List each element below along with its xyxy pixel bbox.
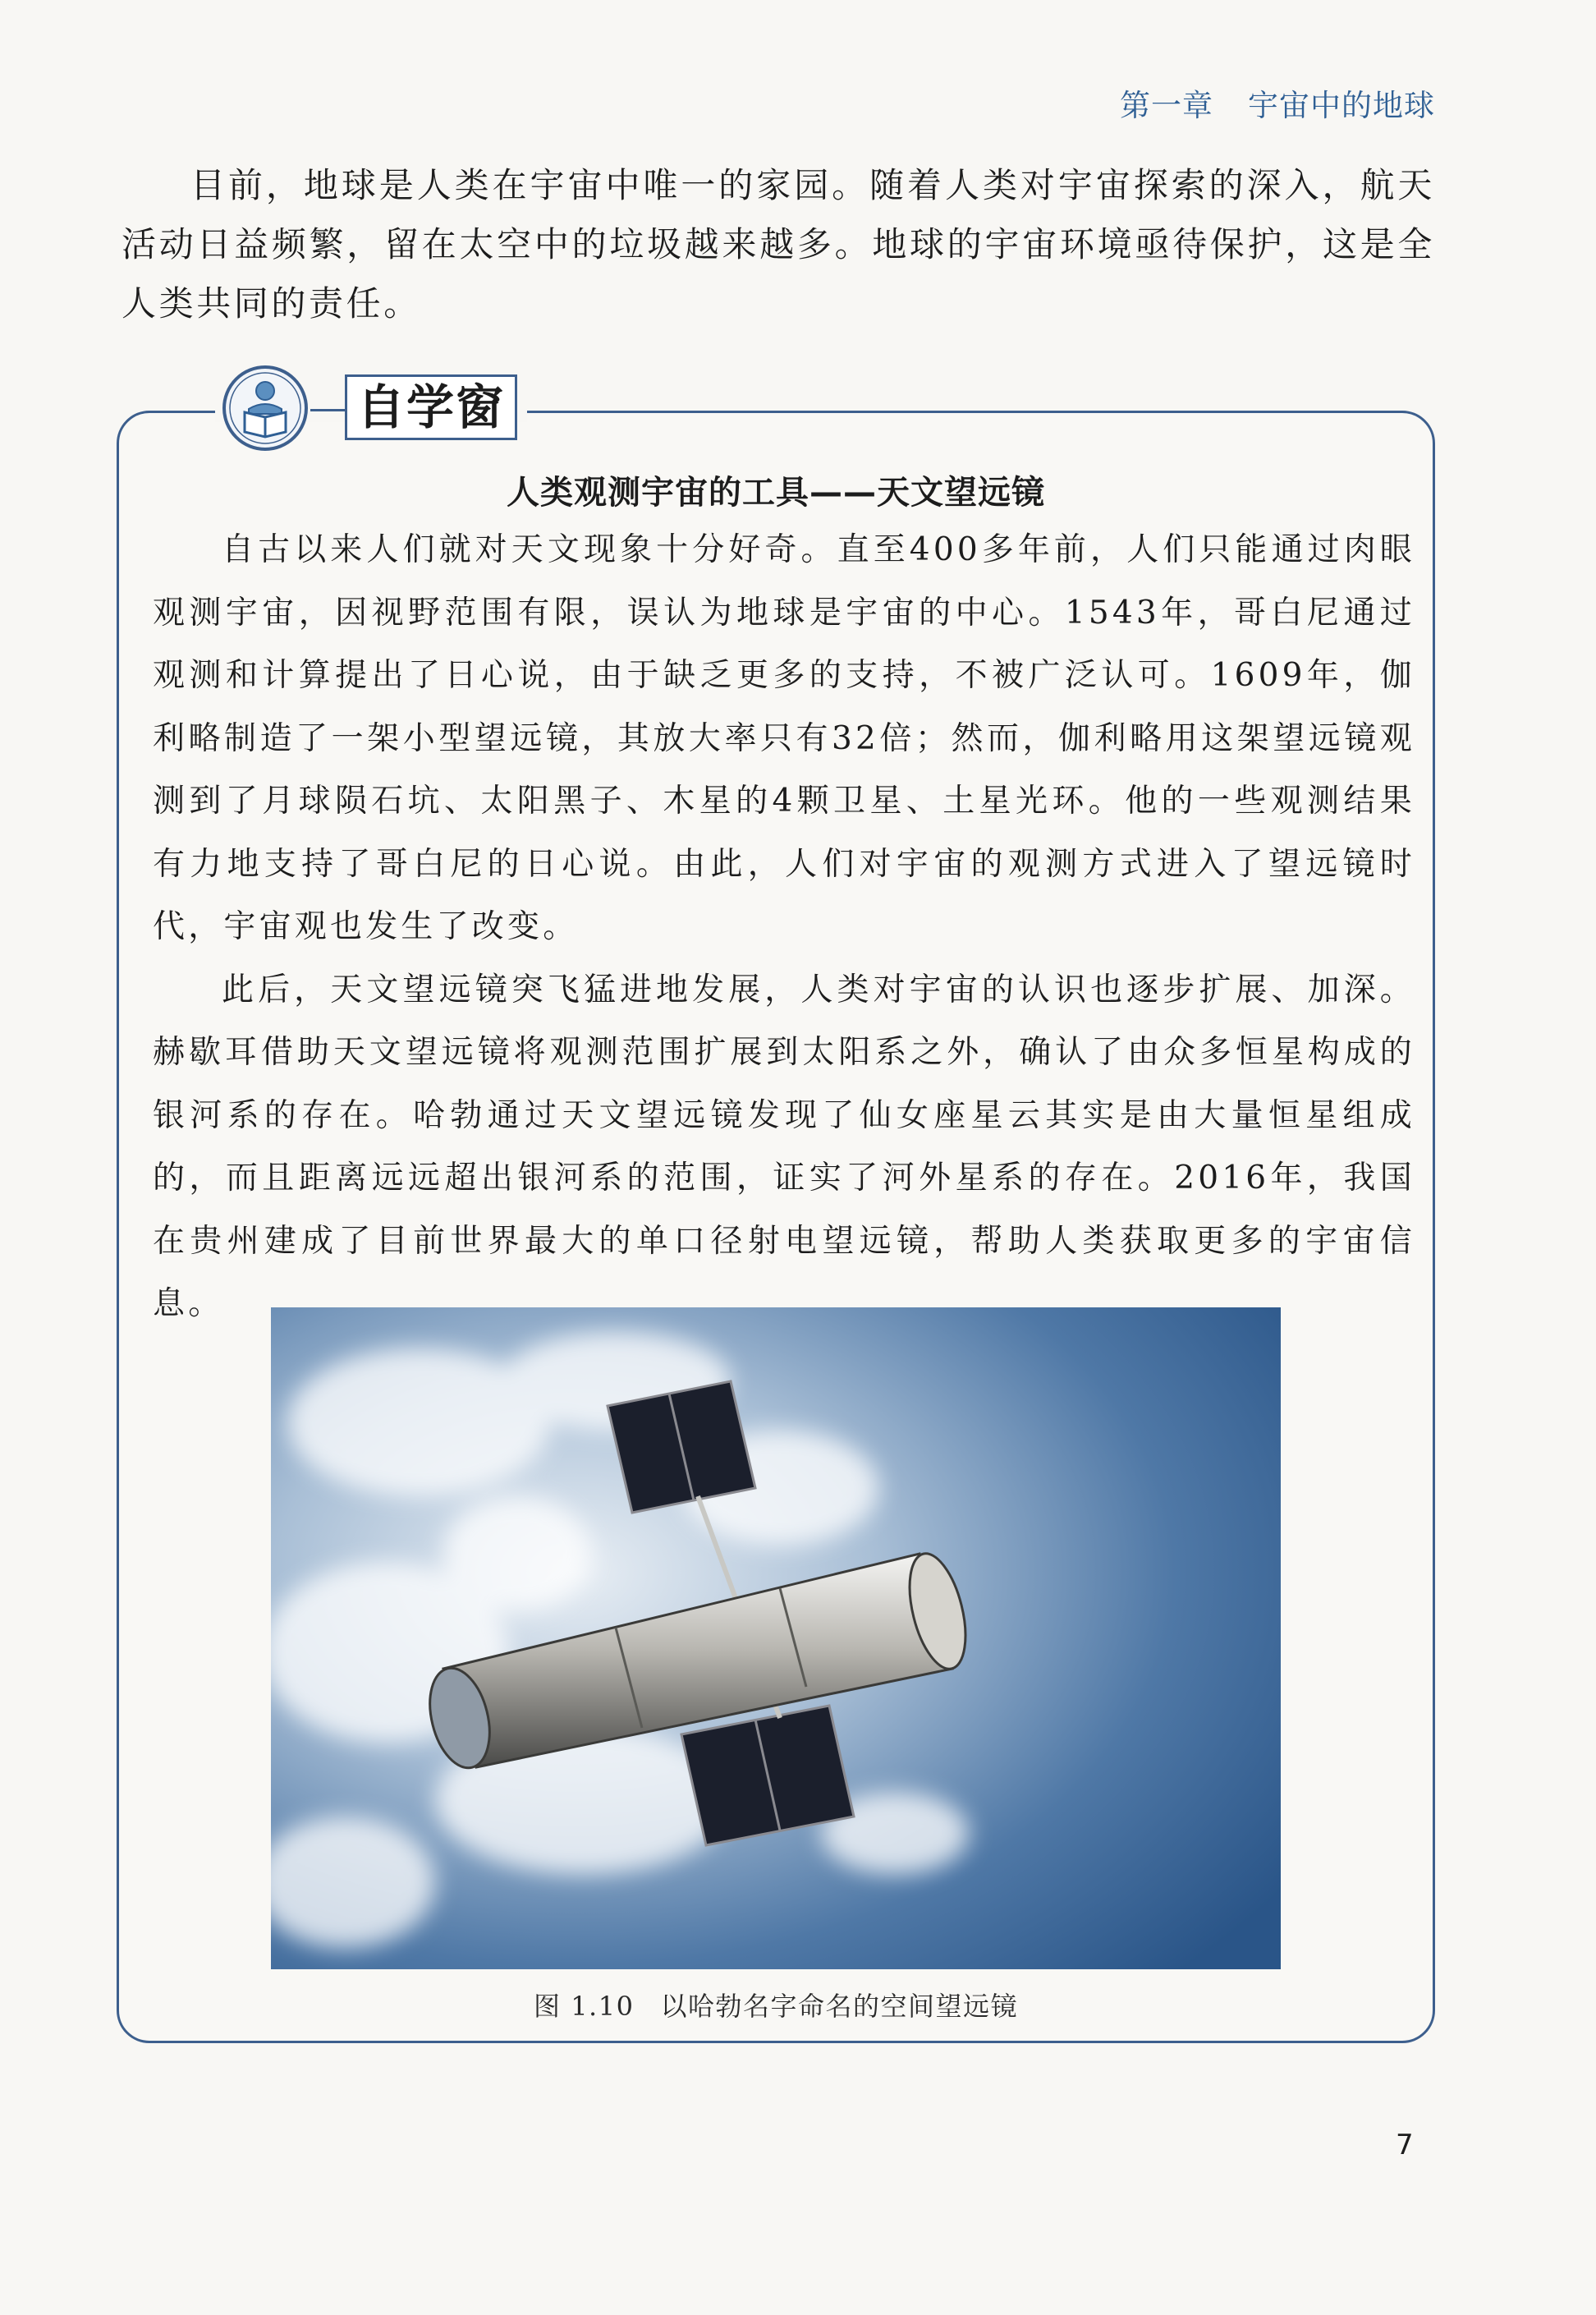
chapter-number: 第一章 (1120, 88, 1213, 123)
reading-person-icon (220, 363, 310, 453)
running-header (1120, 80, 1435, 125)
paragraph-history: 自古以来人们就对天文现象十分好奇。直至400多年前，人们只能通过肉眼观测宇宙，因视野范围有限，误认为地球是宇宙的中心。1543年，哥白尼通过观测和计算提出了日心说，由于缺乏更多的支持，不被广泛认可。1609年，伽利略制造了一架小型望远镜，其放大率只有32倍；然而，伽利略用这架望远镜观测到了月球陨石坑、太阳黑子、木星的4颗卫星、土星光环。他的一些观测结果有力地支持了哥白尼的日心说。由此，人们对宇宙的观测方式进入了望远镜时代，宇宙观也发生了改变。 (153, 531, 1415, 945)
intro-paragraph: 目前，地球是人类在宇宙中唯一的家园。随着人类对宇宙探索的深入，航天活动日益频繁，留在太空中的垃圾越来越多。地球的宇宙环境亟待保护，这是全人类共同的责任。 (122, 165, 1435, 324)
page-number: 7 (1396, 2129, 1414, 2161)
figure-caption (271, 1986, 1281, 2023)
self-study-badge: 自学窗 (345, 374, 517, 440)
paragraph-development: 此后，天文望远镜突飞猛进地发展，人类对宇宙的认识也逐步扩展、加深。赫歇耳借助天文望远镜将观测范围扩展到太阳系之外，确认了由众多恒星构成的银河系的存在。哈勃通过天文望远镜发现了仙女座星云其实是由大量恒星组成的，而且距离远远超出银河系的范围，证实了河外星系的存在。2016年，我国在贵州建成了目前世界最大的单口径射电望远镜，帮助人类获取更多的宇宙信息。 (153, 971, 1415, 1322)
figure-caption-text: 以哈勃名字命名的空间望远镜 (660, 1991, 1018, 2022)
badge-connector (310, 409, 346, 411)
sidebar-body (153, 519, 1415, 1336)
sidebar-heading: 人类观测宇宙的工具——天文望远镜 (507, 474, 1045, 512)
figure-number: 图 1.10 (534, 1991, 635, 2022)
hubble-telescope-photo (271, 1307, 1281, 1969)
chapter-title: 宇宙中的地球 (1248, 88, 1435, 123)
